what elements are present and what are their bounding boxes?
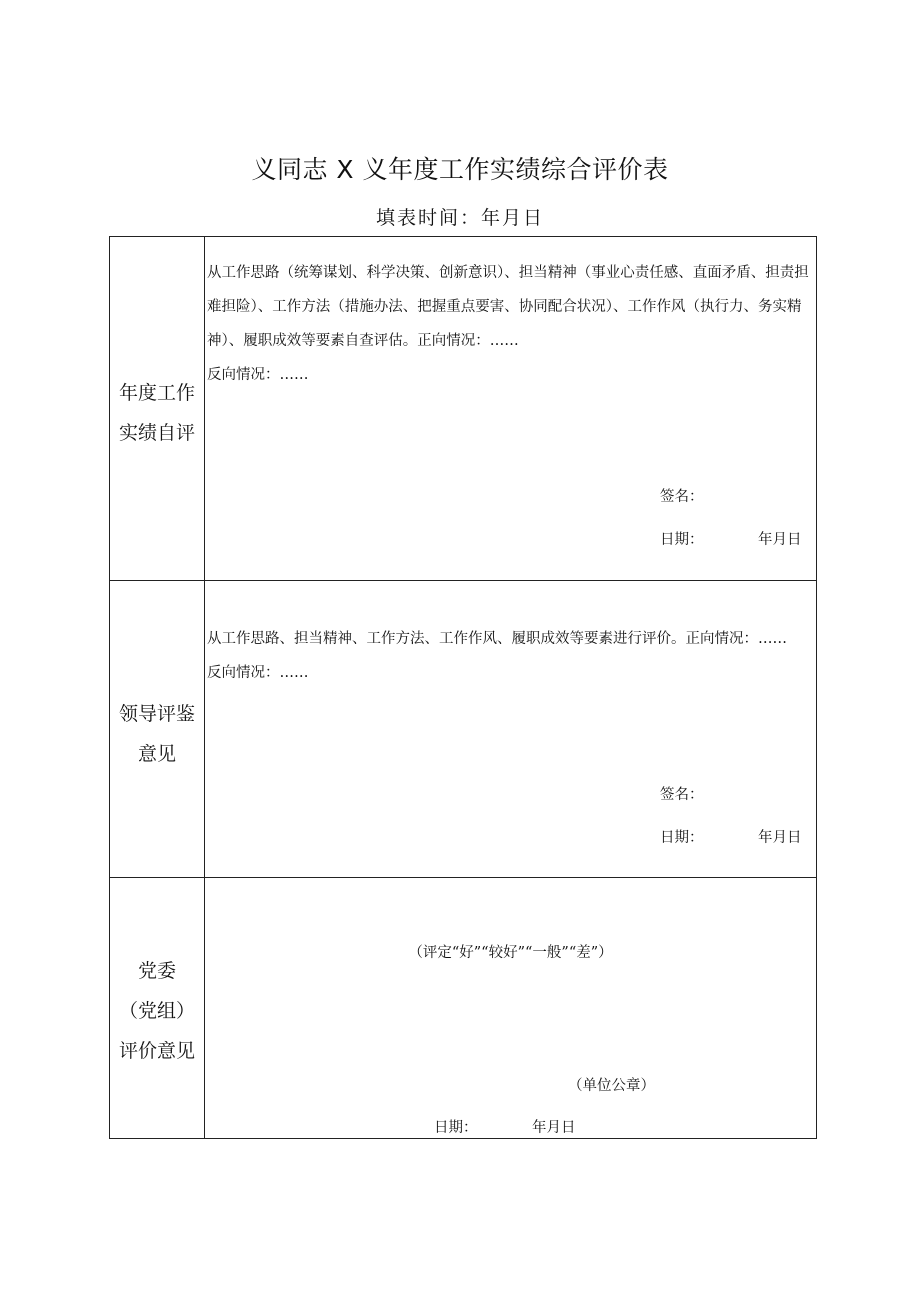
party-eval-content-cell[interactable] [205, 878, 817, 1139]
self-eval-label-line1: 年度工作 [118, 382, 195, 404]
leader-eval-row [110, 581, 817, 878]
self-eval-negative: 反向情况：…… [207, 367, 309, 383]
self-eval-body: 从工作思路（统筹谋划、科学决策、创新意识）、担当精神（事业心责任感、直面矛盾、担责担难担险）、工作方法（措施办法、把握重点要害、协同配合状况）、工作作风（执行力、务实精神）、履职成效等要素自查评估。正向情况：…… [207, 265, 809, 349]
evaluation-form-table [109, 236, 817, 1139]
self-eval-signature-label: 签名： [660, 489, 704, 505]
party-eval-seal-label: （单位公章） [568, 1078, 655, 1094]
leader-eval-body: 从工作思路、担当精神、工作方法、工作作风、履职成效等要素进行评价。正向情况：…… [207, 631, 787, 647]
party-eval-date-label: 日期： [434, 1120, 478, 1136]
leader-eval-date-label: 日期： [660, 830, 704, 846]
party-eval-label-line2: （党组） [118, 1000, 195, 1022]
party-eval-label-line1: 党委 [137, 960, 176, 982]
self-eval-content-cell[interactable] [205, 237, 817, 581]
self-eval-row [110, 237, 817, 581]
leader-eval-content-cell[interactable] [205, 581, 817, 878]
leader-eval-label-line2: 意见 [137, 743, 176, 765]
self-eval-label-cell [110, 237, 205, 581]
fill-time: 填表时间：年月日 [375, 207, 544, 229]
page-title: 义同志 X 义年度工作实绩综合评价表 [251, 155, 669, 184]
party-eval-date-value: 年月日 [532, 1120, 576, 1136]
leader-eval-label-cell [110, 581, 205, 878]
self-eval-label-line2: 实绩自评 [118, 422, 195, 444]
party-eval-label-line3: 评价意见 [118, 1040, 195, 1062]
party-eval-row [110, 878, 817, 1139]
leader-eval-negative: 反向情况：…… [207, 665, 309, 681]
leader-eval-signature-label: 签名： [660, 787, 704, 803]
leader-eval-date-value: 年月日 [758, 830, 802, 846]
leader-eval-label-line1: 领导评鉴 [118, 703, 195, 725]
self-eval-date-value: 年月日 [758, 532, 802, 548]
party-eval-rating-note: （评定“好”“较好”“一般”“差”） [408, 945, 613, 961]
party-eval-label-cell [110, 878, 205, 1139]
self-eval-date-label: 日期： [660, 532, 704, 548]
